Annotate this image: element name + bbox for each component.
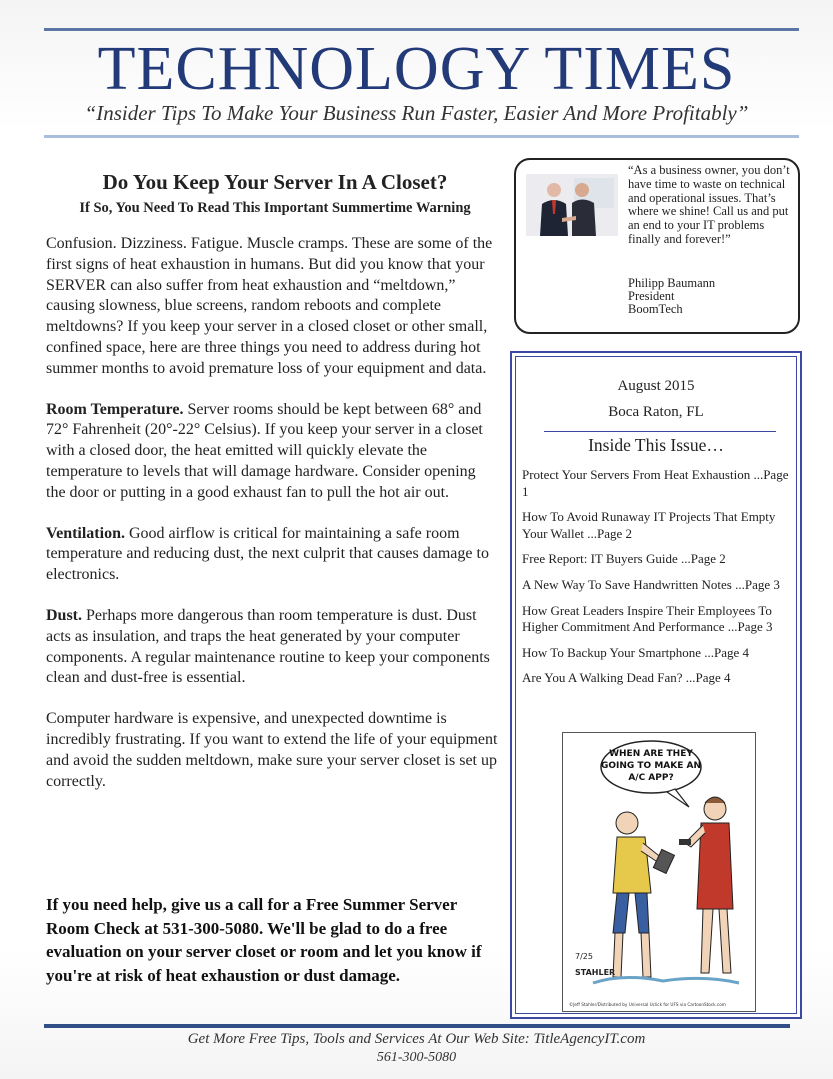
section-heading: Ventilation. [46, 524, 125, 542]
toc-item: Are You A Walking Dead Fan? ...Page 4 [522, 670, 731, 686]
article-intro: Confusion. Dizziness. Fatigue. Muscle cramps. These are some of the first signs of heat exhaustion in humans. But did you know that your SERVER can also suffer from heat exhaustion and “meltdown,” causing slowness, blue screens, random reboots and complete meltdowns? If you keep your server in a closed closet or other small, confined space, here are three things you need to address during hot summer months to avoid premature loss of your equipment and data. [46, 235, 493, 377]
section-heading: Room Temperature. [46, 400, 184, 418]
bottom-rule [44, 1024, 790, 1028]
cartoon [562, 732, 756, 1012]
signature-company: BoomTech [628, 302, 683, 316]
cartoon-signature: STAHLER [575, 968, 616, 977]
issue-box [510, 351, 802, 1019]
speech-line: A/C APP? [628, 773, 674, 783]
cartoon-date: 7/25 [575, 952, 593, 961]
section-ventilation [46, 524, 498, 586]
section-text: Perhaps more dangerous than room temperature is dust. Dust acts as insulation, and traps the heat generated by your computer components. A regular maintenance routine to keep your components clean and dust-free is essential. [46, 606, 490, 687]
footer-website: Get More Free Tips, Tools and Services At Our Web Site: TitleAgencyIT.com [187, 1031, 646, 1047]
article-subhead: If So, You Need To Read This Important Summertime Warning [79, 200, 471, 216]
article-headline: Do You Keep Your Server In A Closet? [102, 170, 448, 194]
toc-item: A New Way To Save Handwritten Notes ...Page 3 [522, 576, 780, 592]
speech-line: GOING TO MAKE AN [600, 761, 702, 771]
top-rule [44, 28, 799, 31]
article-closing: Computer hardware is expensive, and unexpected downtime is incredibly frustrating. If you want to extend the life of your equipment and avoid the sudden meltdown, make sure your server closet is set up correctly. [46, 710, 498, 790]
call-to-action: If you need help, give us a call for a Free Summer Server Room Check at 531-300-5080. We'll be glad to do a free evaluation on your server closet or room and let you know if you're at risk of heat exhaustion or dust damage. [46, 895, 482, 985]
issue-date: August 2015 [617, 378, 695, 394]
section-heading: Dust. [46, 606, 83, 624]
issue-location: Boca Raton, FL [608, 404, 704, 420]
masthead-title: TECHNOLOGY TIMES [97, 35, 736, 103]
quote-text: “As a business owner, you don’t have time to waste on technical and operational issues. That’s where we shine! Call us and put an end to your IT problems finally and forever!” [628, 163, 790, 246]
portrait-photo [526, 174, 618, 236]
quote-signature [628, 277, 788, 316]
toc-item: Free Report: IT Buyers Guide ...Page 2 [522, 551, 726, 567]
signature-role: President [628, 289, 675, 303]
toc-item: How To Backup Your Smartphone ...Page 4 [522, 644, 750, 660]
section-text: Good airflow is critical for maintaining a safe room temperature and reducing dust, the next culprit that causes damage to electronics. [46, 524, 489, 584]
issue-rule [544, 431, 776, 432]
masthead-rule [44, 135, 799, 138]
signature-name: Philipp Baumann [628, 276, 716, 290]
section-dust [46, 606, 498, 689]
speech-line: WHEN ARE THEY [609, 749, 693, 759]
article-body [46, 234, 498, 812]
section-text: Server rooms should be kept between 68° and 72° Fahrenheit (20°-22° Celsius). If you keep your server in a closet with a closed door, the heat emitted will quickly elevate the temperature to levels that will damage hardware. Consider opening the door or putting in a good exhaust fan to pull the hot air out. [46, 400, 483, 501]
toc-item: How Great Leaders Inspire Their Employees To Higher Commitment And Performance ...Page 3 [522, 602, 773, 635]
section-room-temperature [46, 400, 498, 504]
toc-list [522, 467, 794, 696]
cartoon-credit: ©Jeff Stahler/Distributed by Universal Uclick for UFS via CartoonStock.com [569, 1002, 726, 1007]
footer-phone: 561-300-5080 [376, 1050, 457, 1065]
masthead-tagline: “Insider Tips To Make Your Business Run Faster, Easier And More Profitably” [84, 101, 749, 125]
issue-inner-frame [515, 356, 797, 1014]
toc-item: How To Avoid Runaway IT Projects That Empty Your Wallet ...Page 2 [522, 509, 776, 541]
quote-box [514, 158, 800, 334]
issue-title: Inside This Issue… [588, 435, 724, 455]
toc-item: Protect Your Servers From Heat Exhaustion ...Page 1 [522, 467, 789, 499]
